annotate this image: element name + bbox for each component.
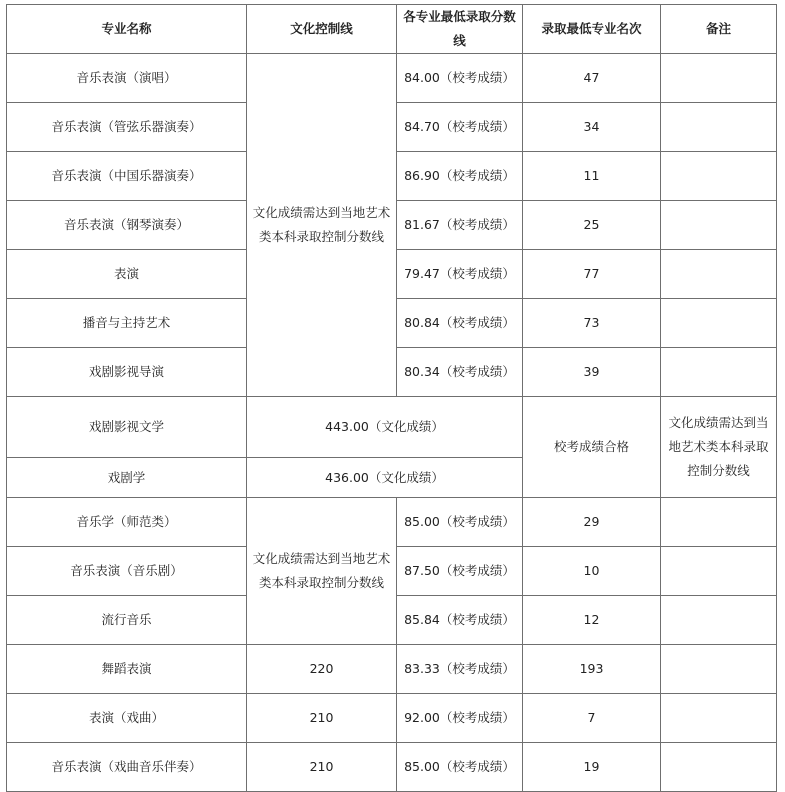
- note-cell: [661, 201, 777, 250]
- min-rank: 12: [523, 596, 661, 645]
- table-row: [7, 397, 777, 458]
- min-rank: 10: [523, 547, 661, 596]
- header-major: 专业名称: [7, 5, 247, 54]
- header-min-rank: 录取最低专业名次: [523, 5, 661, 54]
- major-name: 表演（戏曲）: [7, 694, 247, 743]
- min-rank: 25: [523, 201, 661, 250]
- note-text: 文化成绩需达到当地艺术类本科录取控制分数线: [661, 397, 777, 498]
- min-rank: 7: [523, 694, 661, 743]
- note-cell: [661, 152, 777, 201]
- culture-score: 210: [247, 694, 397, 743]
- culture-requirement: 文化成绩需达到当地艺术类本科录取控制分数线: [247, 54, 397, 397]
- min-score: 85.84（校考成绩）: [397, 596, 523, 645]
- major-name: 音乐表演（中国乐器演奏）: [7, 152, 247, 201]
- min-rank: 73: [523, 299, 661, 348]
- culture-score: 210: [247, 743, 397, 792]
- min-score: 85.00（校考成绩）: [397, 498, 523, 547]
- table-row: [7, 645, 777, 694]
- table-row: [7, 498, 777, 547]
- culture-score: 436.00（文化成绩）: [247, 458, 523, 498]
- major-name: 表演: [7, 250, 247, 299]
- note-cell: [661, 348, 777, 397]
- header-note: 备注: [661, 5, 777, 54]
- min-score: 80.34（校考成绩）: [397, 348, 523, 397]
- note-cell: [661, 103, 777, 152]
- min-rank: 34: [523, 103, 661, 152]
- min-score: 86.90（校考成绩）: [397, 152, 523, 201]
- major-name: 音乐表演（管弦乐器演奏）: [7, 103, 247, 152]
- min-rank: 19: [523, 743, 661, 792]
- note-cell: [661, 54, 777, 103]
- major-name: 音乐表演（戏曲音乐伴奏）: [7, 743, 247, 792]
- table-row: [7, 694, 777, 743]
- min-rank: 39: [523, 348, 661, 397]
- table-row: [7, 743, 777, 792]
- major-name: 音乐表演（演唱）: [7, 54, 247, 103]
- culture-score: 443.00（文化成绩）: [247, 397, 523, 458]
- note-cell: [661, 250, 777, 299]
- major-name: 戏剧影视文学: [7, 397, 247, 458]
- major-name: 音乐表演（钢琴演奏）: [7, 201, 247, 250]
- min-score: 92.00（校考成绩）: [397, 694, 523, 743]
- major-name: 舞蹈表演: [7, 645, 247, 694]
- note-cell: [661, 299, 777, 348]
- min-score: 85.00（校考成绩）: [397, 743, 523, 792]
- major-name: 戏剧影视导演: [7, 348, 247, 397]
- min-score: 81.67（校考成绩）: [397, 201, 523, 250]
- major-name: 音乐学（师范类）: [7, 498, 247, 547]
- major-name: 流行音乐: [7, 596, 247, 645]
- min-score: 84.70（校考成绩）: [397, 103, 523, 152]
- min-rank: 29: [523, 498, 661, 547]
- rank-requirement: 校考成绩合格: [523, 397, 661, 498]
- min-rank: 77: [523, 250, 661, 299]
- note-cell: [661, 596, 777, 645]
- note-cell: [661, 645, 777, 694]
- min-rank: 47: [523, 54, 661, 103]
- note-cell: [661, 498, 777, 547]
- note-cell: [661, 743, 777, 792]
- min-score: 79.47（校考成绩）: [397, 250, 523, 299]
- note-cell: [661, 694, 777, 743]
- min-score: 84.00（校考成绩）: [397, 54, 523, 103]
- table-row: [7, 54, 777, 103]
- culture-score: 220: [247, 645, 397, 694]
- table-header-row: [7, 5, 777, 54]
- header-culture-line: 文化控制线: [247, 5, 397, 54]
- min-rank: 11: [523, 152, 661, 201]
- culture-requirement: 文化成绩需达到当地艺术类本科录取控制分数线: [247, 498, 397, 645]
- min-score: 83.33（校考成绩）: [397, 645, 523, 694]
- min-rank: 193: [523, 645, 661, 694]
- admission-score-table: [6, 4, 777, 792]
- major-name: 播音与主持艺术: [7, 299, 247, 348]
- min-score: 87.50（校考成绩）: [397, 547, 523, 596]
- min-score: 80.84（校考成绩）: [397, 299, 523, 348]
- major-name: 戏剧学: [7, 458, 247, 498]
- major-name: 音乐表演（音乐剧）: [7, 547, 247, 596]
- note-cell: [661, 547, 777, 596]
- header-min-score: 各专业最低录取分数线: [397, 5, 523, 54]
